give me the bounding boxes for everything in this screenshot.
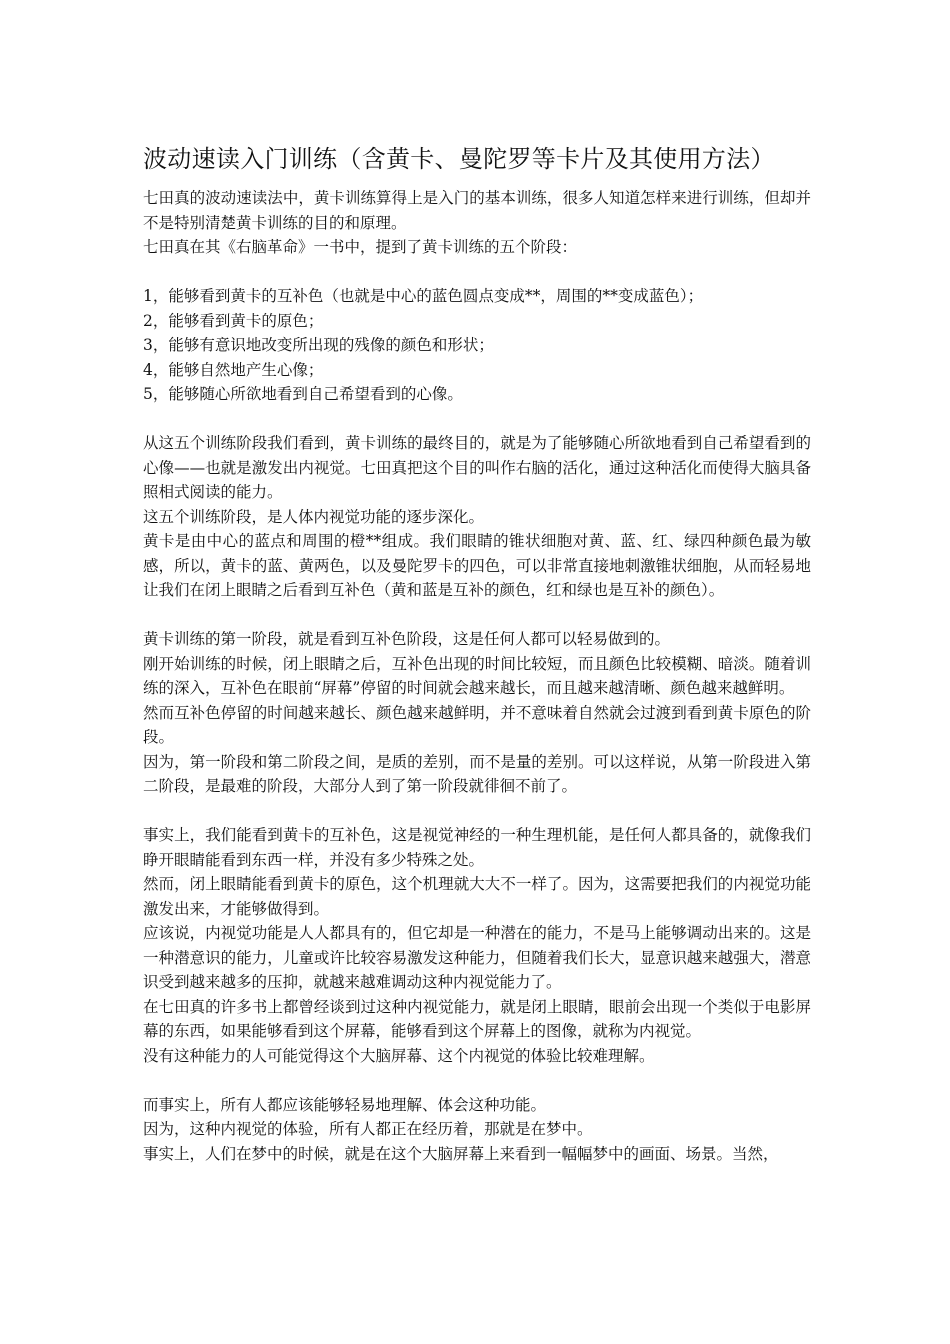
paragraph: 在七田真的许多书上都曾经谈到过这种内视觉能力，就是闭上眼睛，眼前会出现一个类似于电影屏幕的东西，如果能够看到这个屏幕，能够看到这个屏幕上的图像，就称为内视觉。 xyxy=(143,997,811,1040)
paragraph: 七田真在其《右脑革命》一书中，提到了黄卡训练的五个阶段： xyxy=(143,238,578,256)
document-body xyxy=(143,140,811,1166)
blank-line xyxy=(143,799,811,824)
list-item: 4，能够自然地产生心像； xyxy=(143,360,324,379)
paragraph: 事实上，人们在梦中的时候，就是在这个大脑屏幕上来看到一幅幅梦中的画面、场景。当然， xyxy=(143,1144,779,1163)
paragraph: 刚开始训练的时候，闭上眼睛之后，互补色出现的时间比较短，而且颜色比较模糊、暗淡。随着训练的深入，互补色在眼前“屏幕”停留的时间就会越来越长，而且越来越清晰、颜色越来越鲜明。 xyxy=(143,654,811,697)
paragraph: 事实上，我们能看到黄卡的互补色，这是视觉神经的一种生理机能，是任何人都具备的，就像我们睁开眼睛能看到东西一样，并没有多少特殊之处。 xyxy=(143,826,811,869)
paragraph: 没有这种能力的人可能觉得这个大脑屏幕、这个内视觉的体验比较难理解。 xyxy=(143,1046,655,1065)
document-title: 波动速读入门训练（含黄卡、曼陀罗等卡片及其使用方法） xyxy=(143,145,775,173)
blank-line xyxy=(143,1068,811,1093)
paragraph: 然而互补色停留的时间越来越长、颜色越来越鲜明，并不意味着自然就会过渡到看到黄卡原色的阶段。 xyxy=(143,703,811,746)
paragraph: 而事实上，所有人都应该能够轻易地理解、体会这种功能。 xyxy=(143,1095,547,1114)
blank-line xyxy=(143,603,811,628)
paragraph: 这五个训练阶段，是人体内视觉功能的逐步深化。 xyxy=(143,507,485,526)
paragraph: 黄卡是由中心的蓝点和周围的橙**组成。我们眼睛的锥状细胞对黄、蓝、红、绿四种颜色最为敏感，所以，黄卡的蓝、黄两色，以及曼陀罗卡的四色，可以非常直接地刺激锥状细胞，从而轻易地让我们在闭上眼睛之后看到互补色（黄和蓝是互补的颜色，红和绿也是互补的颜色）。 xyxy=(143,532,811,599)
list-item: 3，能够有意识地改变所出现的残像的颜色和形状； xyxy=(143,336,494,354)
paragraph: 因为，第一阶段和第二阶段之间，是质的差别，而不是量的差别。可以这样说，从第一阶段进入第二阶段，是最难的阶段，大部分人到了第一阶段就徘徊不前了。 xyxy=(143,752,811,795)
blank-line xyxy=(143,407,811,432)
paragraph: 从这五个训练阶段我们看到，黄卡训练的最终目的，就是为了能够随心所欲地看到自己希望看到的心像——也就是激发出内视觉。七田真把这个目的叫作右脑的活化，通过这种活化而使得大脑具备照相式阅读的能力。 xyxy=(143,434,811,501)
list-item: 5，能够随心所欲地看到自己希望看到的心像。 xyxy=(143,385,463,403)
blank-line xyxy=(143,260,811,285)
list-item: 2，能够看到黄卡的原色； xyxy=(143,311,324,330)
paragraph: 七田真的波动速读法中，黄卡训练算得上是入门的基本训练，很多人知道怎样来进行训练，但却并不是特别清楚黄卡训练的目的和原理。 xyxy=(143,189,811,232)
paragraph: 应该说，内视觉功能是人人都具有的，但它却是一种潜在的能力，不是马上能够调动出来的。这是一种潜意识的能力，儿童或许比较容易激发这种能力，但随着我们长大，显意识越来越强大，潜意识受到越来越多的压抑，就越来越难调动这种内视觉能力了。 xyxy=(143,924,811,991)
paragraph: 黄卡训练的第一阶段，就是看到互补色阶段，这是任何人都可以轻易做到的。 xyxy=(143,630,671,648)
paragraph: 然而，闭上眼睛能看到黄卡的原色，这个机理就大大不一样了。因为，这需要把我们的内视觉功能激发出来，才能够做得到。 xyxy=(143,875,811,918)
paragraph: 因为，这种内视觉的体验，所有人都正在经历着，那就是在梦中。 xyxy=(143,1120,593,1138)
list-item: 1，能够看到黄卡的互补色（也就是中心的蓝色圆点变成**，周围的**变成蓝色）； xyxy=(143,287,704,305)
